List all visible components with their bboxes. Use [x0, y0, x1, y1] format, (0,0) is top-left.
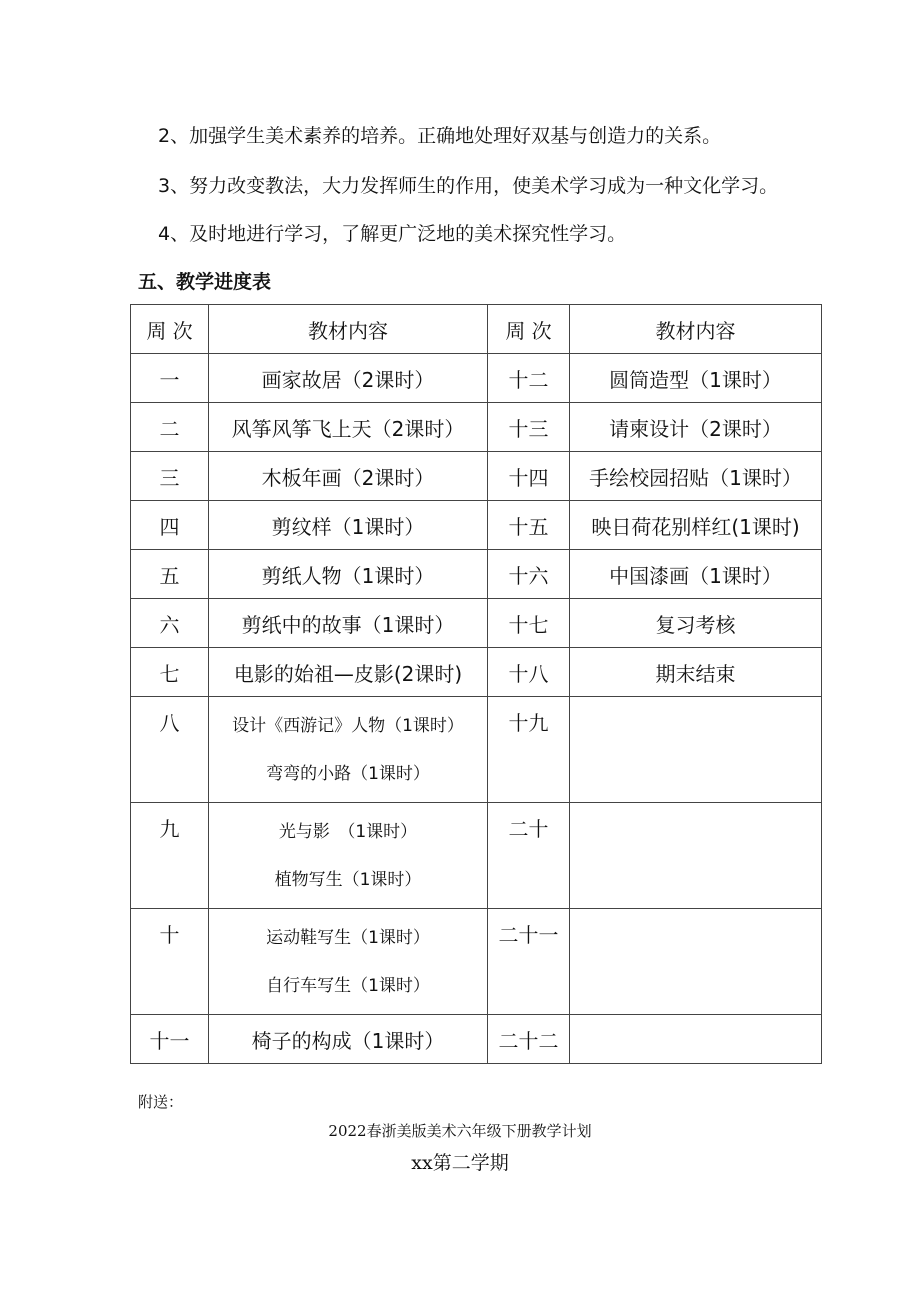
footer-title: 2022春浙美版美术六年级下册教学计划	[328, 1122, 592, 1140]
week-cell: 十一	[131, 1015, 209, 1064]
week-cell: 三	[131, 452, 209, 501]
content-cell: 手绘校园招贴（1课时）	[570, 452, 822, 501]
week-cell: 十三	[488, 403, 570, 452]
content-line: 光与影 （1课时）	[278, 821, 418, 842]
header-content-1: 教材内容	[209, 305, 488, 354]
content-cell: 圆筒造型（1课时）	[570, 354, 822, 403]
section-title: 五、教学进度表	[138, 271, 272, 293]
header-content-2: 教材内容	[570, 305, 822, 354]
week-cell: 八	[131, 697, 209, 803]
table-row	[131, 1015, 822, 1064]
paragraph-2: 2、加强学生美术素养的培养。正确地处理好双基与创造力的关系。	[158, 125, 722, 147]
content-cell: 请柬设计（2课时）	[570, 403, 822, 452]
week-cell: 二十	[488, 803, 570, 909]
schedule-table	[130, 304, 822, 1064]
table-row	[131, 501, 822, 550]
week-cell: 十五	[488, 501, 570, 550]
week-cell: 十	[131, 909, 209, 1015]
header-week-1: 周 次	[131, 305, 209, 354]
table-row	[131, 648, 822, 697]
content-cell: 木板年画（2课时）	[209, 452, 488, 501]
content-cell	[209, 803, 488, 909]
content-line: 运动鞋写生（1课时）	[266, 927, 430, 948]
week-cell: 二十一	[488, 909, 570, 1015]
week-cell: 九	[131, 803, 209, 909]
table-row	[131, 803, 822, 909]
content-line: 设计《西游记》人物（1课时）	[232, 715, 464, 736]
week-cell: 一	[131, 354, 209, 403]
content-cell: 风筝风筝飞上天（2课时）	[209, 403, 488, 452]
table-row	[131, 697, 822, 803]
content-line: 弯弯的小路（1课时）	[266, 763, 430, 784]
table-row	[131, 354, 822, 403]
week-cell: 四	[131, 501, 209, 550]
content-cell: 画家故居（2课时）	[209, 354, 488, 403]
week-cell: 十二	[488, 354, 570, 403]
table-row	[131, 909, 822, 1015]
week-cell: 十六	[488, 550, 570, 599]
week-cell: 五	[131, 550, 209, 599]
content-cell: 复习考核	[570, 599, 822, 648]
table-row	[131, 550, 822, 599]
week-cell: 十九	[488, 697, 570, 803]
content-cell	[570, 909, 822, 1015]
footer-subtitle: xx第二学期	[411, 1152, 509, 1174]
content-cell	[570, 803, 822, 909]
week-cell: 二	[131, 403, 209, 452]
week-cell: 六	[131, 599, 209, 648]
content-cell: 剪纸人物（1课时）	[209, 550, 488, 599]
content-line: 植物写生（1课时）	[274, 869, 422, 890]
content-cell: 期末结束	[570, 648, 822, 697]
content-cell: 电影的始祖—皮影(2课时)	[209, 648, 488, 697]
header-week-2: 周 次	[488, 305, 570, 354]
week-cell: 七	[131, 648, 209, 697]
table-row	[131, 403, 822, 452]
footer-note: 附送：	[138, 1093, 184, 1111]
content-cell: 剪纸中的故事（1课时）	[209, 599, 488, 648]
content-cell	[570, 697, 822, 803]
week-cell: 十八	[488, 648, 570, 697]
table-row	[131, 599, 822, 648]
week-cell: 二十二	[488, 1015, 570, 1064]
week-cell: 十四	[488, 452, 570, 501]
paragraph-4: 4、及时地进行学习，了解更广泛地的美术探究性学习。	[158, 223, 627, 245]
content-line: 自行车写生（1课时）	[266, 975, 430, 996]
content-cell	[570, 1015, 822, 1064]
content-cell: 椅子的构成（1课时）	[209, 1015, 488, 1064]
paragraph-3: 3、努力改变教法，大力发挥师生的作用，使美术学习成为一种文化学习。	[158, 175, 779, 197]
content-cell: 中国漆画（1课时）	[570, 550, 822, 599]
week-cell: 十七	[488, 599, 570, 648]
table-header-row	[131, 305, 822, 354]
content-cell: 剪纹样（1课时）	[209, 501, 488, 550]
table-row	[131, 452, 822, 501]
content-cell	[209, 697, 488, 803]
content-cell: 映日荷花别样红(1课时)	[570, 501, 822, 550]
content-cell	[209, 909, 488, 1015]
